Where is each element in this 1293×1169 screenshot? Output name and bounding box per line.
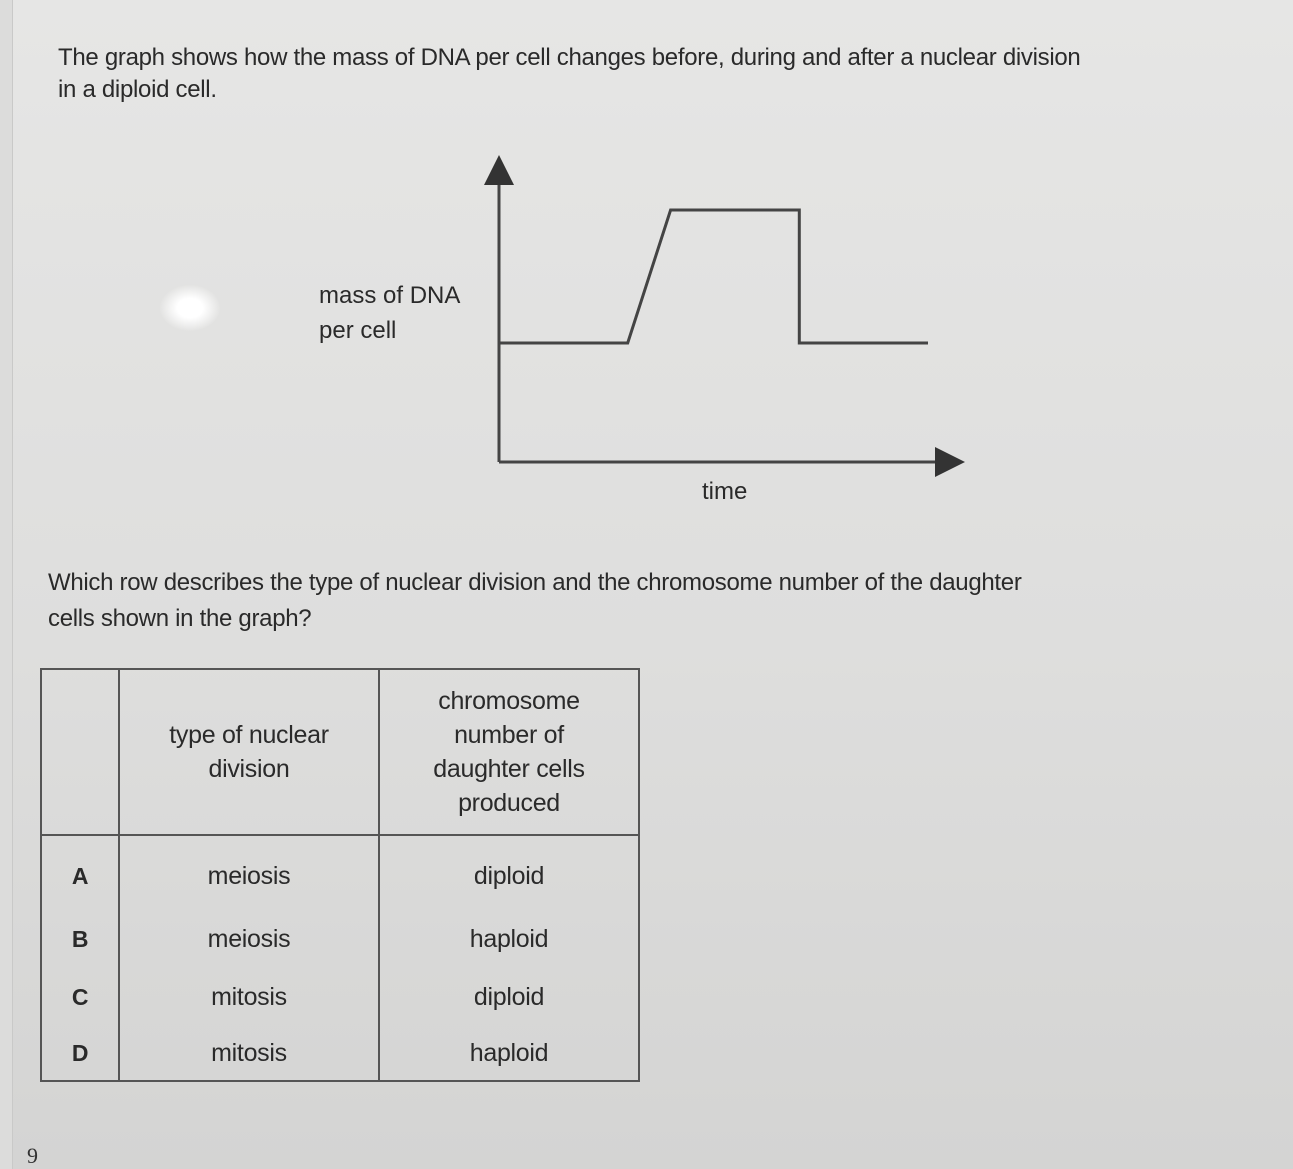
header-type-line-2: division [208, 755, 290, 783]
division-type-cell: meiosis [119, 910, 379, 968]
y-axis-label-line-2: per cell [319, 317, 397, 344]
chromosome-number-cell: diploid [379, 968, 639, 1026]
intro-line-1: The graph shows how the mass of DNA per cell changes before, during and after a nuclear division [58, 44, 1081, 71]
header-chromosome-number [379, 669, 639, 835]
table-row-a [41, 835, 639, 910]
option-letter: B [41, 910, 119, 968]
chromosome-number-cell: haploid [379, 910, 639, 968]
dna-mass-line [499, 210, 928, 343]
header-chrom-line-3: daughter cells [433, 755, 585, 783]
division-type-cell: mitosis [119, 968, 379, 1026]
answer-table [40, 668, 640, 1082]
chromosome-number-cell: haploid [379, 1026, 639, 1081]
option-letter: D [41, 1026, 119, 1081]
question-line-1: Which row describes the type of nuclear division and the chromosome number of the daughter [48, 569, 1022, 596]
header-chrom-line-4: produced [458, 789, 560, 817]
page-number: 9 [27, 1143, 38, 1168]
table-header-row [41, 669, 639, 835]
division-type-cell: meiosis [119, 835, 379, 910]
y-axis-label-line-1: mass of DNA [319, 282, 461, 309]
table-row-c [41, 968, 639, 1026]
option-letter: A [41, 835, 119, 910]
division-type-cell: mitosis [119, 1026, 379, 1081]
header-chrom-line-2: number of [454, 721, 564, 749]
header-chrom-line-1: chromosome [438, 687, 580, 715]
x-axis-label: time [702, 478, 748, 505]
question-text [48, 565, 1268, 637]
header-type-line-1: type of nuclear [169, 721, 329, 749]
table-row-d [41, 1026, 639, 1081]
table-row-b [41, 910, 639, 968]
header-division-type [119, 669, 379, 835]
header-key [41, 669, 119, 835]
dna-mass-graph [0, 0, 1293, 520]
intro-line-2: in a diploid cell. [58, 76, 217, 103]
chromosome-number-cell: diploid [379, 835, 639, 910]
option-letter: C [41, 968, 119, 1026]
question-line-2: cells shown in the graph? [48, 605, 312, 632]
